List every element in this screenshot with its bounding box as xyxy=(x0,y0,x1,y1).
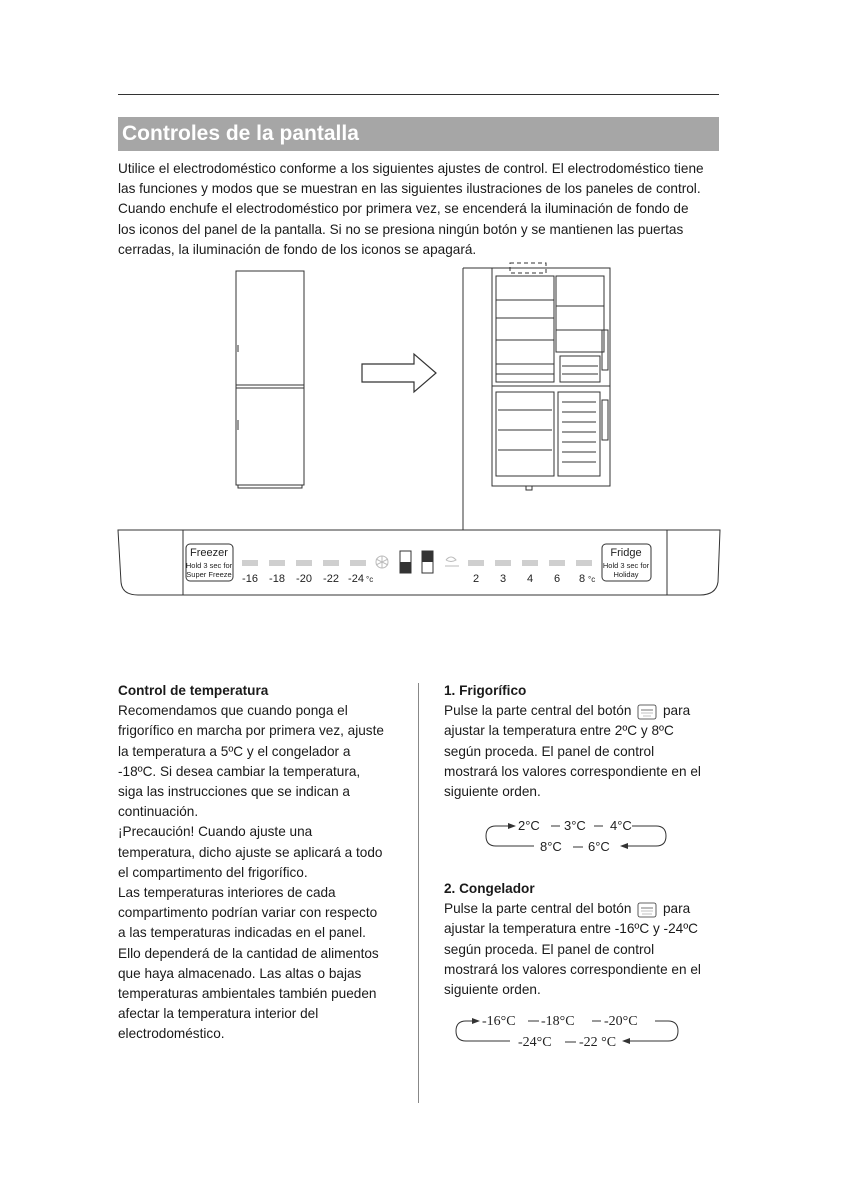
fridge-cycle-diagram xyxy=(480,816,680,856)
freezer-button-line2: Super Freeze xyxy=(186,570,232,579)
body-line: siguiente orden. xyxy=(444,982,541,998)
cycle-value: 8°C xyxy=(540,839,562,854)
fridge-button-line2: Holiday xyxy=(613,570,639,579)
cycle-value: -18°C xyxy=(541,1014,575,1029)
freezer-button-line1: Hold 3 sec for xyxy=(185,561,233,570)
fridge-temp-label: 6 xyxy=(553,573,561,585)
cycle-value: -22 °C xyxy=(579,1035,617,1050)
freezer-temp-label: -24 xyxy=(348,573,364,585)
body-line: ajustar la temperatura entre 2ºC y 8ºC xyxy=(444,723,674,739)
intro-line: cerradas, la iluminación de fondo de los iconos se apagará. xyxy=(118,241,477,257)
body-line: Pulse la parte central del botón para xyxy=(444,703,691,719)
freezer-segment xyxy=(323,560,339,566)
fridge-temp-label: 3 xyxy=(499,573,507,585)
body-line: que haya almacenado. Las altas o bajas xyxy=(118,965,362,981)
fridge-section xyxy=(444,681,724,802)
fridge-temp-label: 4 xyxy=(526,573,534,585)
freezer-segment xyxy=(350,560,366,566)
fridge-button-title: Fridge xyxy=(610,547,642,559)
freezer-door-icon xyxy=(400,551,411,573)
body-line: siga las instrucciones que se indican a xyxy=(118,784,350,800)
body-line: electrodoméstico. xyxy=(118,1026,225,1042)
body-line: según proceda. El panel de control xyxy=(444,941,655,957)
body-line: el compartimento del frigorífico. xyxy=(118,864,308,880)
cycle-value: -20°C xyxy=(604,1014,638,1029)
intro-line: Utilice el electrodoméstico conforme a los siguientes ajustes de control. El electrodoméstico tiene xyxy=(118,161,704,176)
freezer-temp-label: -20 xyxy=(296,573,312,585)
fridge-segment xyxy=(576,560,592,566)
fridge-segment xyxy=(522,560,538,566)
fridge-temp-label: 8 xyxy=(578,573,586,585)
freezer-section xyxy=(444,879,724,1000)
freezer-temp-unit: °c xyxy=(366,575,374,584)
body-line: frigorífico en marcha por primera vez, ajuste xyxy=(118,723,384,739)
cycle-value: 3°C xyxy=(564,818,586,833)
freezer-segment xyxy=(296,560,312,566)
intro-line: Cuando enchufe el electrodoméstico por primera vez, se encenderá la iluminación de fondo de xyxy=(118,201,689,217)
closed-fridge-illustration xyxy=(236,271,304,488)
freezer-segment xyxy=(242,560,258,566)
freezer-button[interactable] xyxy=(186,544,233,581)
cycle-value: -16°C xyxy=(482,1014,516,1029)
freezer-button-title: Freezer xyxy=(190,547,228,559)
section-heading: 2. Congelador xyxy=(444,881,535,896)
body-line: ¡Precaución! Cuando ajuste una xyxy=(118,824,313,840)
section-title: Controles de la pantalla xyxy=(118,117,719,151)
section-heading: Control de temperatura xyxy=(118,683,269,698)
fridge-door-icon xyxy=(422,551,433,573)
body-line: Recomendamos que cuando ponga el xyxy=(118,703,348,719)
cycle-value: 4°C xyxy=(610,818,632,833)
freezer-segment xyxy=(269,560,285,566)
body-line: continuación. xyxy=(118,804,199,820)
intro-line: los iconos del panel de la pantalla. Si no se presiona ningún botón y se mantienen las puertas xyxy=(118,221,684,237)
arrow-right-icon xyxy=(362,354,436,392)
section-heading: 1. Frigorífico xyxy=(444,683,527,698)
column-divider xyxy=(418,683,419,1103)
fridge-button[interactable] xyxy=(602,544,651,581)
fridge-button-line1: Hold 3 sec for xyxy=(602,561,650,570)
body-line: siguiente orden. xyxy=(444,784,541,800)
cycle-value: -24°C xyxy=(518,1035,552,1050)
open-fridge-illustration xyxy=(492,263,610,490)
intro-line: las funciones y modos que se muestran en las siguientes ilustraciones de los paneles de control. xyxy=(118,181,701,197)
body-line: según proceda. El panel de control xyxy=(444,743,655,759)
control-panel xyxy=(0,520,841,600)
fridge-segment xyxy=(495,560,511,566)
body-line: temperaturas ambientales también pueden xyxy=(118,986,377,1002)
body-line: Pulse la parte central del botón para xyxy=(444,901,691,917)
body-line: ajustar la temperatura entre -16ºC y -24ºC xyxy=(444,921,698,937)
body-line: Las temperaturas interiores de cada xyxy=(118,885,336,901)
freezer-cycle-diagram xyxy=(450,1011,690,1051)
freezer-temp-label: -22 xyxy=(323,573,339,585)
body-line: la temperatura a 5ºC y el congelador a xyxy=(118,743,351,759)
fridge-temp-unit: °c xyxy=(588,575,596,584)
fridge-temp-label: 2 xyxy=(472,573,480,585)
cycle-value: 2°C xyxy=(518,818,540,833)
fridge-segment xyxy=(549,560,565,566)
body-line: temperatura, dicho ajuste se aplicará a todo xyxy=(118,844,383,860)
body-line: mostrará los valores correspondiente en el xyxy=(444,763,701,779)
body-line: compartimento podrían variar con respecto xyxy=(118,905,378,921)
freezer-button-mini-icon xyxy=(635,902,659,918)
body-line: mostrará los valores correspondiente en el xyxy=(444,961,701,977)
freezer-temp-label: -18 xyxy=(269,573,285,585)
body-line: -18ºC. Si desea cambiar la temperatura, xyxy=(118,763,361,779)
fridge-segment xyxy=(468,560,484,566)
cycle-value: 6°C xyxy=(588,839,610,854)
fridge-button-mini-icon xyxy=(635,704,659,720)
temperature-control-section xyxy=(118,681,410,1045)
body-line: afectar la temperatura interior del xyxy=(118,1006,319,1022)
freezer-temp-label: -16 xyxy=(242,573,258,585)
body-line: Ello dependerá de la cantidad de alimentos xyxy=(118,945,379,961)
body-line: a las temperaturas indicadas en el panel. xyxy=(118,925,366,941)
